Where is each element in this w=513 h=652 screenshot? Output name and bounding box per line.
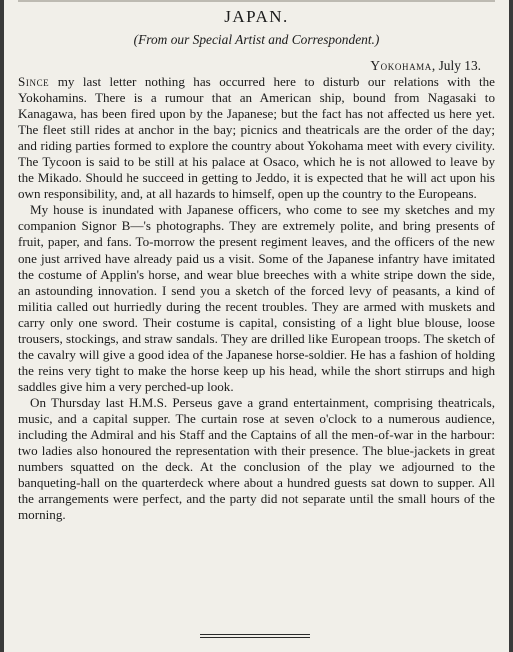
article-subtitle: (From our Special Artist and Correspondent.)	[133, 32, 380, 47]
article-title: JAPAN.	[224, 7, 289, 26]
top-border-rule	[18, 0, 495, 2]
paragraph-2: My house is inundated with Japanese officers, who come to see my sketches and my companion Signor B—'s photographs. They are extremely polite, and bring presents of fruit, paper, and fans. To-morrow the present regiment leaves, and the officers of the new one just arrived have already paid us a visit. Some of the Japanese infantry have imitated the costume of Applin's horse, and wear blue breeches with a white stripe down the side, an astounding innovation. I send you a sketch of the forced levy of peasants, a kind of militia called out hurriedly during the recent troubles. They are armed with muskets and carry only one sword. Their costume is capital, consisting of a light blue blouse, loose trousers, stockings, and straw sandals. They are drilled like European troops. The sketch of the cavalry will give a good idea of the Japanese horse-soldier. He has a fashion of holding the reins very tight to make the horse keep up his head, while the short stirrups and high saddles give him a very perched-up look.	[18, 202, 495, 394]
paragraph-3: On Thursday last H.M.S. Perseus gave a grand entertainment, comprising theatricals, music, and a capital supper. The curtain rose at seven o'clock to a numerous audience, including the Admiral and his Staff and the Captains of all the men-of-war in the harbour: two ladies also honoured the representation with their presence. The blue-jackets in great numbers squatted on the deck. At the conclusion of the play we adjourned to the banqueting-hall on the quarterdeck where about a hundred guests sat down to supper. All the arrangements were perfect, and the party did not separate until the small hours of the morning.	[18, 394, 495, 523]
closing-double-rule	[200, 634, 310, 640]
article-dateline	[18, 58, 495, 74]
newspaper-page	[4, 0, 509, 652]
dateline-date: , July 13.	[431, 58, 481, 73]
closing-rule-lower	[200, 637, 310, 638]
closing-rule-upper	[200, 634, 310, 635]
dateline-place: Yokohama	[370, 58, 432, 73]
paragraph-1-text: my last letter nothing has occurred here to disturb our relations with the Yokohamins. There is a rumour that an American ship, bound from Nagasaki to Kanagawa, has been fired upon by the Japanese; but the fact has not affected us here yet. The fleet still rides at anchor in the bay; picnics and theatricals are the order of the day; and riding parties formed to explore the country about Yokohama meet with every civility. The Tycoon is said to be still at his palace at Osaco, which he is not allowed to leave by the Mikado. Should he succeed in getting to Jeddo, it is expected that he will act upon his own responsibility, and, at all hazards to himself, open up the country to the Europeans.	[18, 74, 495, 202]
page-edge-shadow	[509, 0, 513, 652]
paragraph-1	[18, 74, 495, 202]
paragraph-1-lead: Since	[18, 74, 50, 89]
